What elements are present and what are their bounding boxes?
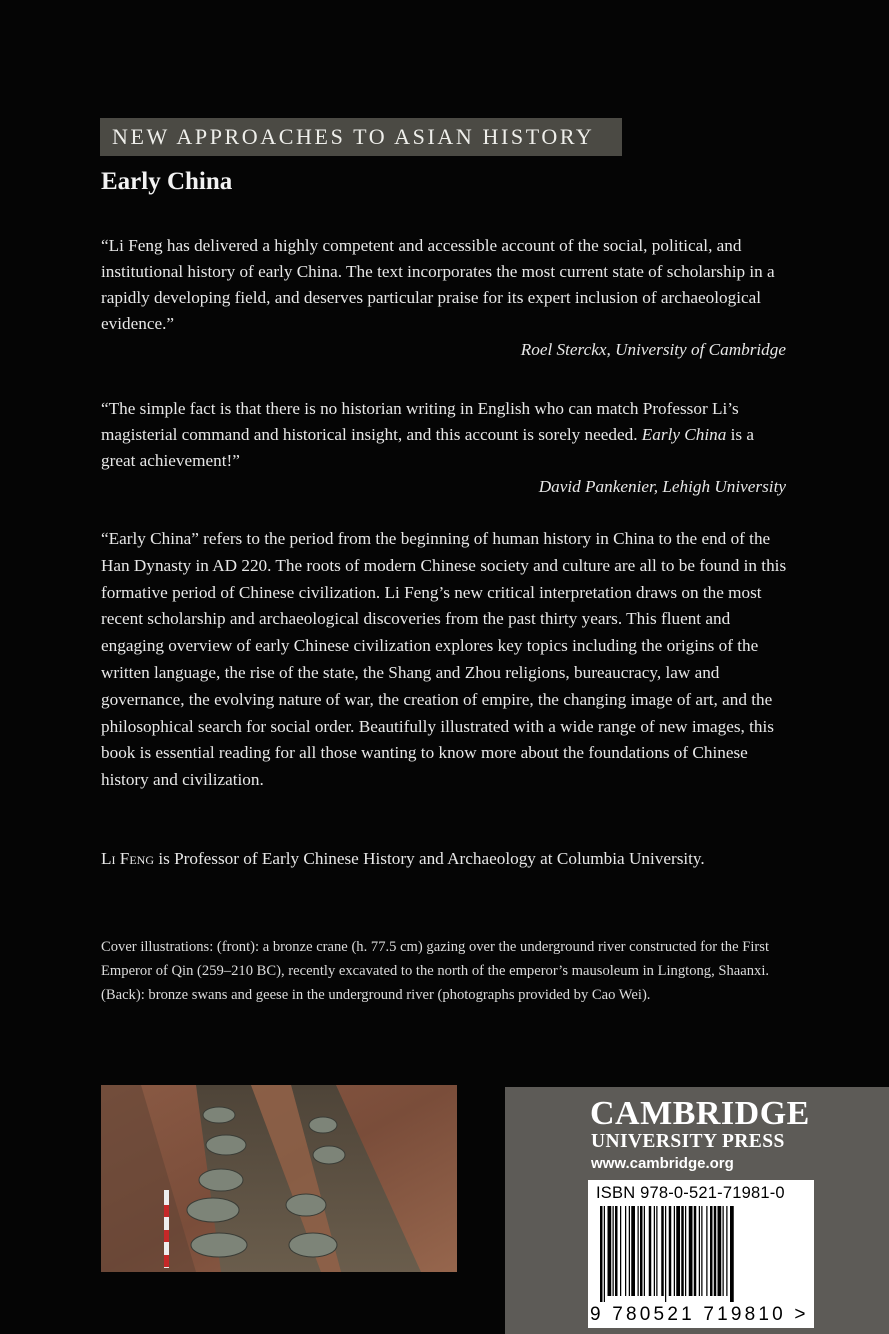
author-name: Li Feng: [101, 849, 155, 868]
barcode-bar: [723, 1206, 724, 1296]
barcode-bar: [615, 1206, 618, 1296]
series-banner: [100, 118, 622, 156]
barcode-bar: [649, 1206, 652, 1296]
quote-text-part: is a great achievement!”: [101, 425, 754, 470]
barcode-bar: [730, 1206, 734, 1302]
book-title: Early China: [101, 168, 233, 195]
book-description: [101, 526, 791, 794]
excavation-photo: [101, 1085, 457, 1272]
barcode-bar: [620, 1206, 621, 1296]
isbn-label: ISBN 978-0-521-71981-0: [596, 1184, 785, 1202]
barcode-bar: [665, 1206, 666, 1302]
publisher-block: [505, 1087, 889, 1334]
barcode-bar: [694, 1206, 697, 1296]
review-quote-text: “Li Feng has delivered a highly competent and accessible account of the social, political, and institutional history of early China. The text incorporates the most current state of scholarship in a rapidly developing field, and deserves particular praise for its expert inclusion of archaeological evidence.”: [101, 236, 775, 333]
barcode-bar: [600, 1206, 603, 1302]
barcode-bar: [613, 1206, 614, 1296]
barcode-bar: [699, 1206, 700, 1296]
barcode-bar: [726, 1206, 727, 1296]
author-bio-text: is Professor of Early Chinese History and Archaeology at Columbia University.: [154, 849, 705, 868]
barcode-bar: [689, 1206, 693, 1296]
barcode-bar: [669, 1206, 672, 1296]
barcode-bar: [631, 1206, 635, 1296]
quote-book-title: Early China: [641, 425, 727, 444]
barcode-bar: [656, 1206, 657, 1296]
barcode-bar: [676, 1206, 680, 1296]
barcode-bar: [714, 1206, 717, 1296]
publisher-name: CAMBRIDGE: [590, 1095, 810, 1132]
barcode-bar: [644, 1206, 645, 1296]
barcode-bar: [638, 1206, 639, 1296]
cover-credits: Cover illustrations: (front): a bronze crane (h. 77.5 cm) gazing over the underground river constructed for the First Emperor of Qin (259–210 BC), recently excavated to the north of the emperor’s mausoleum in Lingtong, Shaanxi. (Back): bronze swans and geese in the underground river (photographs provided by Cao Wei).: [101, 939, 770, 1003]
publisher-subtitle: UNIVERSITY PRESS: [591, 1131, 785, 1152]
barcode-bars: [594, 1206, 808, 1302]
barcode-bar: [701, 1206, 702, 1296]
review-attribution: David Pankenier, Lehigh University: [538, 477, 786, 496]
review-quote-text: [101, 396, 791, 474]
barcode-bar: [706, 1206, 707, 1296]
review-attribution: Roel Sterckx, University of Cambridge: [520, 340, 786, 359]
review-quote-1: [101, 233, 791, 363]
series-name: NEW APPROACHES TO ASIAN HISTORY: [112, 124, 595, 149]
barcode-digits: 9 780521 719810 >: [590, 1304, 809, 1325]
barcode-bar: [640, 1206, 643, 1296]
barcode-bar: [674, 1206, 675, 1296]
barcode-bar: [629, 1206, 630, 1296]
author-bio: [101, 846, 801, 872]
barcode-bar: [604, 1206, 605, 1302]
barcode-bar: [661, 1206, 664, 1296]
barcode-bar: [718, 1206, 722, 1296]
description-text: “Early China” refers to the period from the beginning of human history in China to the end of the Han Dynasty in AD 220. The roots of modern Chinese society and culture are all to be found in this formative period of Chinese civilization. Li Feng’s new critical interpretation draws on the most recent scholarship and archaeological discoveries from the past thirty years. This fluent and engaging overview of early Chinese civilization explores key topics including the origins of the written language, the rise of the state, the Shang and Zhou religions, bureaucracy, law and governance, the evolving nature of war, the creation of empire, the changing image of art, and the philosophical search for social order. Beautifully illustrated with a wide range of new images, this book is essential reading for all those wanting to know more about the foundations of Chinese history and civilization.: [101, 529, 787, 790]
barcode-bar: [710, 1206, 713, 1296]
isbn-barcode: [588, 1180, 814, 1328]
barcode-bar: [681, 1206, 684, 1296]
barcode-bar: [654, 1206, 655, 1296]
barcode-bar: [625, 1206, 626, 1296]
publisher-url: www.cambridge.org: [591, 1155, 734, 1172]
barcode-bar: [608, 1206, 612, 1296]
barcode-bar: [685, 1206, 686, 1296]
review-quote-2: [101, 396, 791, 500]
quote-text-part: “The simple fact is that there is no historian writing in English who can match Professor Li’s magisterial command and historical insight, and this account is sorely needed.: [101, 399, 739, 444]
